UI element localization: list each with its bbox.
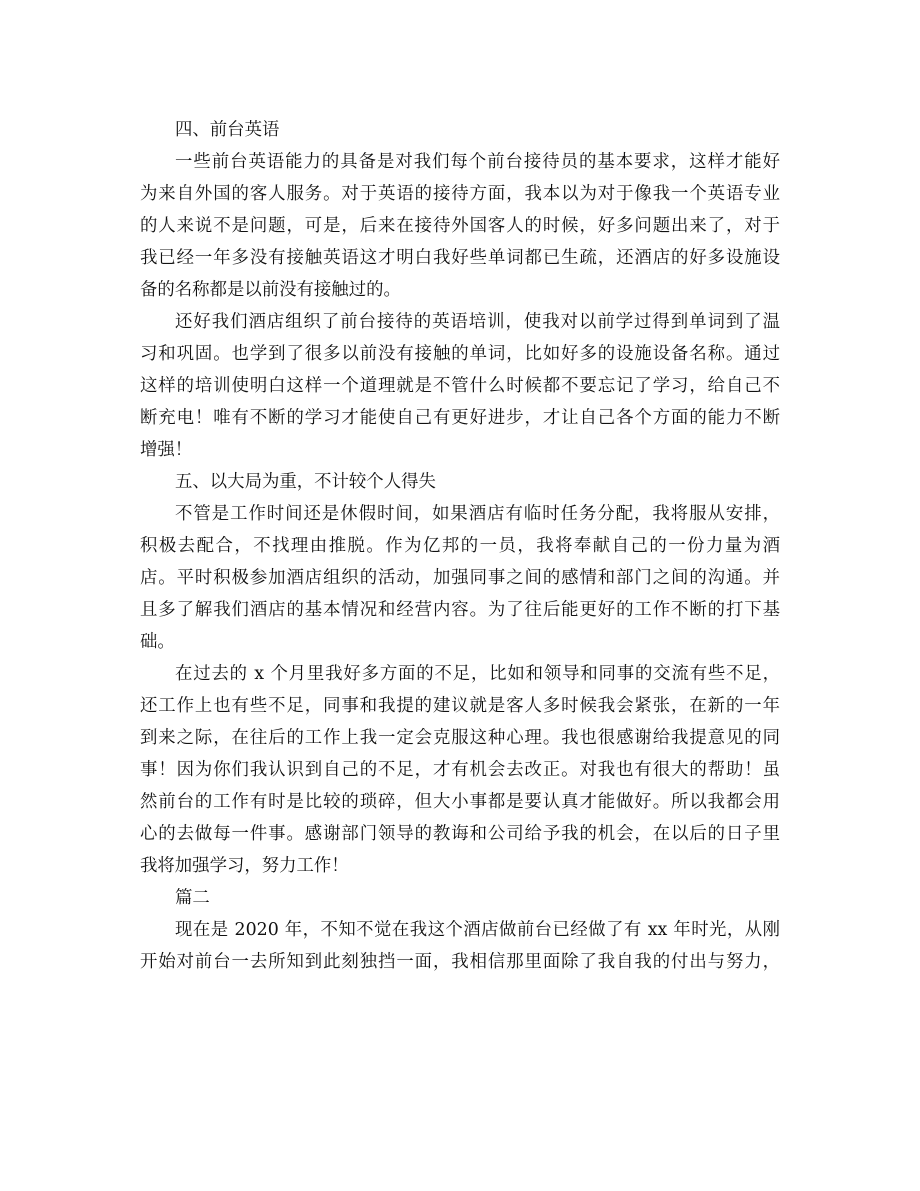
paragraph-line: 增强！ <box>140 440 193 460</box>
paragraph-line: 店。平时积极参加酒店组织的活动，加强同事之间的感情和部门之间的沟通。并 <box>140 568 780 588</box>
paragraph-line: 这样的培训使明白这样一个道理就是不管什么时候都不要忘记了学习，给自己不 <box>140 376 780 396</box>
paragraph-line: 不管是工作时间还是休假时间，如果酒店有临时任务分配，我将服从安排， <box>175 504 780 524</box>
paragraph-line: 断充电！唯有不断的学习才能使自己有更好进步，才让自己各个方面的能力不断 <box>140 408 780 428</box>
section-heading-big-picture: 五、以大局为重，不计较个人得失 <box>175 472 436 492</box>
paragraph-line: 的人来说不是问题，可是，后来在接待外国客人的时候，好多问题出来了，对于 <box>140 216 780 236</box>
paragraph-line: 础。 <box>140 632 175 652</box>
paragraph-line: 我将加强学习，努力工作！ <box>140 856 349 876</box>
paragraph-line: 为来自外国的客人服务。对于英语的接待方面，我本以为对于像我一个英语专业 <box>140 184 780 204</box>
paragraph-line: 到来之际，在往后的工作上我一定会克服这种心理。我也很感谢给我提意见的同 <box>140 728 780 748</box>
paragraph-line: 开始对前台一去所知到此刻独挡一面，我相信那里面除了我自我的付出与努力， <box>140 952 780 972</box>
paragraph-line: 事！因为你们我认识到自己的不足，才有机会去改正。对我也有很大的帮助！虽 <box>140 760 780 780</box>
paragraph-line: 然前台的工作有时是比较的琐碎，但大小事都是要认真才能做好。所以我都会用 <box>140 792 780 812</box>
paragraph-line: 心的去做每一件事。感谢部门领导的教诲和公司给予我的机会，在以后的日子里 <box>140 824 780 844</box>
paragraph-line: 备的名称都是以前没有接触过的。 <box>140 280 401 300</box>
section-heading-part-two: 篇二 <box>175 888 210 908</box>
paragraph-line: 一些前台英语能力的具备是对我们每个前台接待员的基本要求，这样才能好 <box>175 152 780 172</box>
paragraph-line: 习和巩固。也学到了很多以前没有接触的单词，比如好多的设施设备名称。通过 <box>140 344 780 364</box>
paragraph-line: 在过去的 x 个月里我好多方面的不足，比如和领导和同事的交流有些不足， <box>175 664 780 684</box>
paragraph-line: 且多了解我们酒店的基本情况和经营内容。为了往后能更好的工作不断的打下基 <box>140 600 780 620</box>
paragraph-line: 积极去配合，不找理由推脱。作为亿邦的一员，我将奉献自己的一份力量为酒 <box>140 536 780 556</box>
paragraph-line: 还好我们酒店组织了前台接待的英语培训，使我对以前学过得到单词到了温 <box>175 312 780 332</box>
section-heading-front-desk-english: 四、前台英语 <box>175 120 280 140</box>
paragraph-line: 现在是 2020 年，不知不觉在我这个酒店做前台已经做了有 xx 年时光，从刚 <box>175 920 780 940</box>
document-page <box>140 114 780 978</box>
paragraph-line: 还工作上也有些不足，同事和我提的建议就是客人多时候我会紧张，在新的一年 <box>140 696 780 716</box>
paragraph-line: 我已经一年多没有接触英语这才明白我好些单词都已生疏，还酒店的好多设施设 <box>140 248 780 268</box>
